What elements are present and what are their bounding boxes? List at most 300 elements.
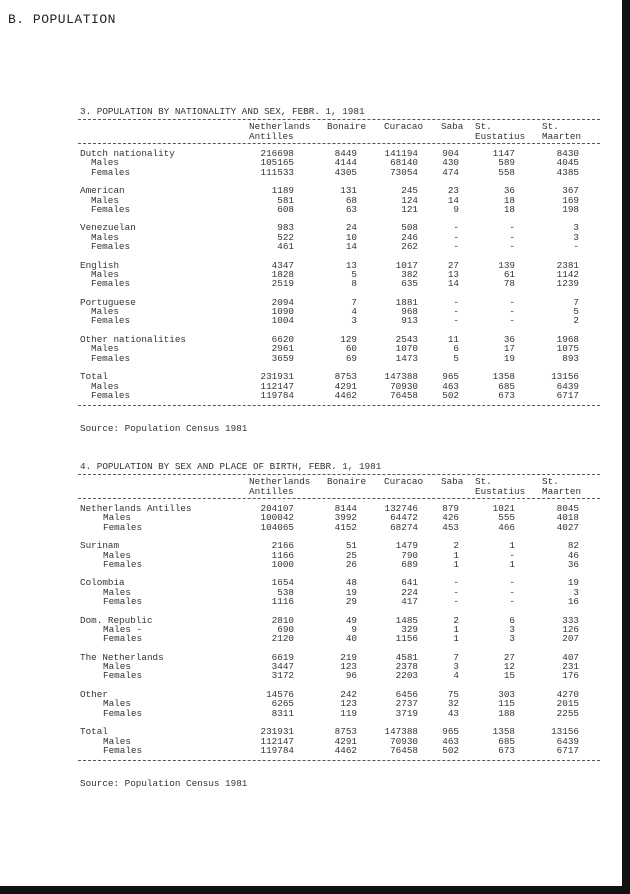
- cell-value: 2737: [395, 698, 418, 710]
- table-row: [0, 625, 620, 634]
- table-header-rule: [78, 498, 600, 499]
- cell-value: 51: [345, 540, 357, 552]
- cell-value: 407: [562, 651, 579, 663]
- cell-value: 3: [453, 661, 459, 673]
- cell-value: -: [509, 596, 515, 607]
- table-source: Source: Population Census 1981: [80, 778, 248, 790]
- cell-value: 1: [453, 623, 459, 635]
- row-label: Females: [103, 633, 143, 645]
- row-label: Females: [103, 521, 143, 533]
- table-row: [0, 541, 620, 550]
- table-bottom-rule: [78, 405, 600, 406]
- cell-value: 13156: [551, 726, 579, 738]
- cell-value: -: [453, 586, 459, 598]
- cell-value: 6: [453, 343, 459, 355]
- table-row: [0, 727, 620, 736]
- cell-value: 581: [277, 194, 294, 206]
- cell-value: 15: [503, 670, 515, 682]
- cell-value: -: [509, 296, 515, 308]
- row-label: Males: [91, 380, 119, 392]
- cell-value: 2381: [556, 259, 579, 271]
- cell-value: 2015: [556, 698, 579, 710]
- cell-value: 231931: [260, 371, 294, 383]
- table-row: [0, 709, 620, 718]
- cell-value: -: [509, 549, 515, 561]
- cell-value: 635: [401, 278, 418, 290]
- cell-value: 123: [340, 661, 357, 673]
- table-row: [0, 513, 620, 522]
- cell-value: 1156: [395, 633, 418, 645]
- cell-value: 4144: [334, 157, 357, 169]
- cell-value: 2094: [271, 296, 294, 308]
- cell-value: 64472: [390, 512, 418, 524]
- cell-value: -: [509, 306, 515, 318]
- cell-value: -: [453, 241, 459, 252]
- cell-value: 69: [345, 352, 357, 364]
- column-header-4: [475, 477, 525, 496]
- cell-value: 893: [562, 352, 579, 364]
- cell-value: 2166: [271, 540, 294, 552]
- cell-value: 4045: [556, 157, 579, 169]
- table-row: [0, 588, 620, 597]
- cell-value: 2519: [271, 278, 294, 290]
- table-top-rule: [78, 474, 600, 475]
- cell-value: 965: [442, 371, 459, 383]
- cell-value: 3: [509, 633, 515, 645]
- column-header-line2: Antilles: [249, 485, 294, 497]
- cell-value: 522: [277, 231, 294, 243]
- column-header-5: [542, 477, 581, 496]
- cell-value: 14576: [266, 689, 294, 700]
- cell-value: 76458: [390, 744, 418, 756]
- table-row: [0, 560, 620, 569]
- cell-value: 1968: [556, 334, 579, 345]
- cell-value: 1000: [271, 558, 294, 570]
- cell-value: 105165: [260, 157, 294, 169]
- cell-value: 1654: [271, 577, 294, 589]
- cell-value: 538: [277, 586, 294, 598]
- cell-value: 6456: [395, 689, 418, 700]
- cell-value: 63: [345, 203, 357, 215]
- cell-value: 2378: [395, 661, 418, 673]
- table-row: [0, 671, 620, 680]
- table-row: [0, 523, 620, 532]
- cell-value: -: [453, 596, 459, 607]
- cell-value: 262: [401, 241, 418, 252]
- cell-value: 1070: [395, 343, 418, 355]
- table-row: [0, 242, 620, 251]
- column-header-line2: Eustatius: [475, 485, 526, 497]
- cell-value: 4581: [395, 651, 418, 663]
- cell-value: 115: [498, 698, 515, 710]
- cell-value: 3: [351, 315, 357, 327]
- cell-value: 76458: [390, 389, 418, 401]
- cell-value: 3659: [271, 352, 294, 364]
- cell-value: 14: [447, 278, 459, 290]
- cell-value: 5: [351, 268, 357, 280]
- column-header-3: [441, 122, 463, 132]
- cell-value: -: [509, 586, 515, 598]
- cell-value: 3447: [271, 661, 294, 673]
- cell-value: 1358: [492, 726, 515, 738]
- cell-value: 60: [345, 343, 357, 355]
- cell-value: 461: [277, 241, 294, 252]
- column-header-line2: Curacao: [384, 121, 424, 132]
- cell-value: -: [509, 577, 515, 589]
- cell-value: 904: [442, 148, 459, 159]
- cell-value: 2255: [556, 707, 579, 719]
- column-header-5: [542, 122, 581, 141]
- table-row: [0, 597, 620, 606]
- cell-value: 1828: [271, 268, 294, 280]
- table-row: [0, 578, 620, 587]
- cell-value: -: [509, 222, 515, 234]
- column-header-line1: St.: [475, 121, 492, 132]
- row-label: Total: [80, 726, 108, 738]
- cell-value: 14: [447, 194, 459, 206]
- table-row: [0, 653, 620, 662]
- cell-value: -: [509, 231, 515, 243]
- cell-value: 3: [573, 222, 579, 234]
- cell-value: 1004: [271, 315, 294, 327]
- row-label: Males: [103, 698, 131, 710]
- cell-value: 1479: [395, 540, 418, 552]
- cell-value: 169: [562, 194, 579, 206]
- cell-value: 48: [345, 577, 357, 589]
- table-top-rule: [78, 119, 600, 120]
- cell-value: 6717: [556, 389, 579, 401]
- table-row: [0, 168, 620, 177]
- cell-value: 36: [503, 185, 515, 197]
- cell-value: 3: [509, 623, 515, 635]
- cell-value: 112147: [260, 380, 294, 392]
- cell-value: -: [453, 296, 459, 308]
- column-header-line2: Bonaire: [327, 121, 367, 132]
- row-label: Males: [91, 306, 119, 318]
- cell-value: -: [573, 241, 579, 252]
- cell-value: 7: [453, 651, 459, 663]
- row-label: Females: [103, 707, 143, 719]
- cell-value: 4291: [334, 380, 357, 392]
- cell-value: 8430: [556, 148, 579, 159]
- cell-value: 641: [401, 577, 418, 589]
- cell-value: 426: [442, 512, 459, 524]
- column-header-line1: St.: [542, 121, 559, 132]
- table-row: [0, 354, 620, 363]
- table-row: [0, 504, 620, 513]
- cell-value: 11: [447, 334, 459, 345]
- cell-value: 3719: [395, 707, 418, 719]
- cell-value: 453: [442, 521, 459, 533]
- column-header-1: [327, 477, 366, 487]
- cell-value: 3: [573, 231, 579, 243]
- cell-value: 119784: [260, 389, 294, 401]
- cell-value: 112147: [260, 735, 294, 747]
- cell-value: 246: [401, 231, 418, 243]
- table-row: [0, 737, 620, 746]
- cell-value: 46: [567, 549, 579, 561]
- row-label: Females: [91, 166, 131, 178]
- cell-value: 2203: [395, 670, 418, 682]
- cell-value: 13: [447, 268, 459, 280]
- cell-value: 466: [498, 521, 515, 533]
- cell-value: -: [509, 241, 515, 252]
- cell-value: 6439: [556, 735, 579, 747]
- cell-value: 463: [442, 380, 459, 392]
- row-label: Females: [91, 315, 131, 327]
- column-header-line2: Saba: [441, 121, 464, 132]
- row-label: Males: [103, 586, 131, 598]
- scan-edge-right: [622, 0, 630, 894]
- cell-value: 119: [340, 707, 357, 719]
- cell-value: 3172: [271, 670, 294, 682]
- cell-value: 16: [567, 596, 579, 607]
- cell-value: 1485: [395, 614, 418, 626]
- row-label: Males: [91, 194, 119, 206]
- column-header-0: [249, 477, 310, 496]
- row-label: Males: [103, 735, 131, 747]
- cell-value: 4027: [556, 521, 579, 533]
- cell-value: 4: [351, 306, 357, 318]
- cell-value: 690: [277, 623, 294, 635]
- row-label: Males: [91, 231, 119, 243]
- cell-value: 147388: [384, 726, 418, 738]
- cell-value: 382: [401, 268, 418, 280]
- cell-value: 4462: [334, 389, 357, 401]
- cell-value: 3: [573, 586, 579, 598]
- row-label: Venezuelan: [80, 222, 136, 234]
- cell-value: 121: [401, 203, 418, 215]
- cell-value: 147388: [384, 371, 418, 383]
- cell-value: 119784: [260, 744, 294, 756]
- table-row: [0, 551, 620, 560]
- cell-value: 8753: [334, 371, 357, 383]
- cell-value: 40: [345, 633, 357, 645]
- row-label: Other: [80, 689, 108, 700]
- row-label: Females: [91, 389, 131, 401]
- cell-value: 13156: [551, 371, 579, 383]
- cell-value: 32: [447, 698, 459, 710]
- column-header-line2: Eustatius: [475, 130, 526, 142]
- row-label: Colombia: [80, 577, 125, 589]
- cell-value: 19: [567, 577, 579, 589]
- table-header-rule: [78, 143, 600, 144]
- cell-value: 463: [442, 735, 459, 747]
- cell-value: 1: [509, 558, 515, 570]
- cell-value: 6439: [556, 380, 579, 392]
- cell-value: -: [453, 231, 459, 243]
- cell-value: 17: [503, 343, 515, 355]
- cell-value: 2: [453, 540, 459, 552]
- cell-value: 673: [498, 389, 515, 401]
- row-label: Females: [91, 241, 131, 252]
- cell-value: 4305: [334, 166, 357, 178]
- cell-value: 1358: [492, 371, 515, 383]
- cell-value: 19: [503, 352, 515, 364]
- cell-value: 430: [442, 157, 459, 169]
- cell-value: 7: [351, 296, 357, 308]
- cell-value: 4152: [334, 521, 357, 533]
- table-title: 4. POPULATION BY SEX AND PLACE OF BIRTH, FEBR. 1, 1981: [80, 461, 382, 472]
- column-header-4: [475, 122, 525, 141]
- row-label: Other nationalities: [80, 334, 187, 345]
- cell-value: -: [509, 315, 515, 327]
- table-row: [0, 690, 620, 699]
- column-header-line1: St.: [542, 476, 559, 487]
- row-label: Dom. Republic: [80, 614, 153, 626]
- cell-value: 126: [562, 623, 579, 635]
- cell-value: 124: [401, 194, 418, 206]
- cell-value: 303: [498, 689, 515, 700]
- cell-value: 4291: [334, 735, 357, 747]
- row-label: The Netherlands: [80, 651, 164, 663]
- cell-value: 23: [447, 185, 459, 197]
- cell-value: 14: [345, 241, 357, 252]
- table-row: [0, 205, 620, 214]
- cell-value: 27: [447, 259, 459, 271]
- column-header-line2: Antilles: [249, 130, 294, 142]
- column-header-2: [384, 477, 423, 487]
- cell-value: 913: [401, 315, 418, 327]
- cell-value: -: [453, 315, 459, 327]
- cell-value: 24: [345, 222, 357, 234]
- column-header-line2: Maarten: [542, 485, 582, 497]
- column-header-line1: Netherlands: [249, 476, 311, 487]
- table-row: [0, 746, 620, 755]
- cell-value: 2: [453, 614, 459, 626]
- cell-value: 5: [573, 306, 579, 318]
- cell-value: -: [453, 222, 459, 234]
- cell-value: 1473: [395, 352, 418, 364]
- cell-value: -: [453, 306, 459, 318]
- cell-value: 188: [498, 707, 515, 719]
- column-header-line1: St.: [475, 476, 492, 487]
- cell-value: 367: [562, 185, 579, 197]
- cell-value: 6: [509, 614, 515, 626]
- cell-value: 3992: [334, 512, 357, 524]
- row-label: Males: [91, 268, 119, 280]
- cell-value: 1881: [395, 296, 418, 308]
- column-header-3: [441, 477, 463, 487]
- row-label: Dutch nationality: [80, 148, 175, 159]
- cell-value: 6620: [271, 334, 294, 345]
- table-row: [0, 662, 620, 671]
- cell-value: 558: [498, 166, 515, 178]
- cell-value: 219: [340, 651, 357, 663]
- cell-value: 1142: [556, 268, 579, 280]
- table-row: [0, 391, 620, 400]
- cell-value: 502: [442, 744, 459, 756]
- cell-value: 198: [562, 203, 579, 215]
- cell-value: -: [453, 577, 459, 589]
- cell-value: 19: [345, 586, 357, 598]
- row-label: Portuguese: [80, 296, 136, 308]
- cell-value: 685: [498, 380, 515, 392]
- cell-value: 18: [503, 203, 515, 215]
- cell-value: 2810: [271, 614, 294, 626]
- row-label: Netherlands Antilles: [80, 503, 192, 514]
- cell-value: 608: [277, 203, 294, 215]
- cell-value: 49: [345, 614, 357, 626]
- cell-value: 231931: [260, 726, 294, 738]
- cell-value: 879: [442, 503, 459, 514]
- table-row: [0, 616, 620, 625]
- cell-value: 68140: [390, 157, 418, 169]
- row-label: English: [80, 259, 120, 271]
- cell-value: 78: [503, 278, 515, 290]
- cell-value: 4270: [556, 689, 579, 700]
- cell-value: 2: [573, 315, 579, 327]
- table-bottom-rule: [78, 760, 600, 761]
- cell-value: 689: [401, 558, 418, 570]
- column-header-line2: Saba: [441, 476, 464, 487]
- cell-value: 36: [567, 558, 579, 570]
- cell-value: 100042: [260, 512, 294, 524]
- table-source: Source: Population Census 1981: [80, 423, 248, 435]
- cell-value: 790: [401, 549, 418, 561]
- cell-value: 75: [447, 689, 459, 700]
- column-header-2: [384, 122, 423, 132]
- cell-value: 8045: [556, 503, 579, 514]
- cell-value: 1116: [271, 596, 294, 607]
- row-label: Females: [103, 744, 143, 756]
- cell-value: 26: [345, 558, 357, 570]
- cell-value: 4385: [556, 166, 579, 178]
- cell-value: 589: [498, 157, 515, 169]
- cell-value: 70930: [390, 380, 418, 392]
- cell-value: 73054: [390, 166, 418, 178]
- table-row: [0, 279, 620, 288]
- row-label: Surinam: [80, 540, 120, 552]
- column-header-0: [249, 122, 310, 141]
- cell-value: 70930: [390, 735, 418, 747]
- cell-value: 8311: [271, 707, 294, 719]
- cell-value: 1: [453, 558, 459, 570]
- row-label: Males: [103, 512, 131, 524]
- cell-value: 4347: [271, 259, 294, 271]
- cell-value: 555: [498, 512, 515, 524]
- cell-value: 141194: [384, 148, 418, 159]
- cell-value: 417: [401, 596, 418, 607]
- cell-value: 245: [401, 185, 418, 197]
- scan-edge-bottom: [0, 886, 630, 894]
- row-label: Females: [103, 596, 143, 607]
- cell-value: 123: [340, 698, 357, 710]
- row-label: Males: [91, 157, 119, 169]
- cell-value: 231: [562, 661, 579, 673]
- cell-value: 96: [345, 670, 357, 682]
- cell-value: 685: [498, 735, 515, 747]
- cell-value: 12: [503, 661, 515, 673]
- row-label: Males: [103, 549, 131, 561]
- cell-value: 131: [340, 185, 357, 197]
- cell-value: 2120: [271, 633, 294, 645]
- row-label: Females: [91, 352, 131, 364]
- cell-value: 1090: [271, 306, 294, 318]
- cell-value: 207: [562, 633, 579, 645]
- column-header-line2: Maarten: [542, 130, 582, 142]
- cell-value: 4462: [334, 744, 357, 756]
- cell-value: 27: [503, 651, 515, 663]
- row-label: Males -: [103, 623, 143, 635]
- row-label: Females: [103, 670, 143, 682]
- cell-value: 18: [503, 194, 515, 206]
- column-header-1: [327, 122, 366, 132]
- row-label: Males: [91, 343, 119, 355]
- cell-value: 10: [345, 231, 357, 243]
- cell-value: 1075: [556, 343, 579, 355]
- table-row: [0, 699, 620, 708]
